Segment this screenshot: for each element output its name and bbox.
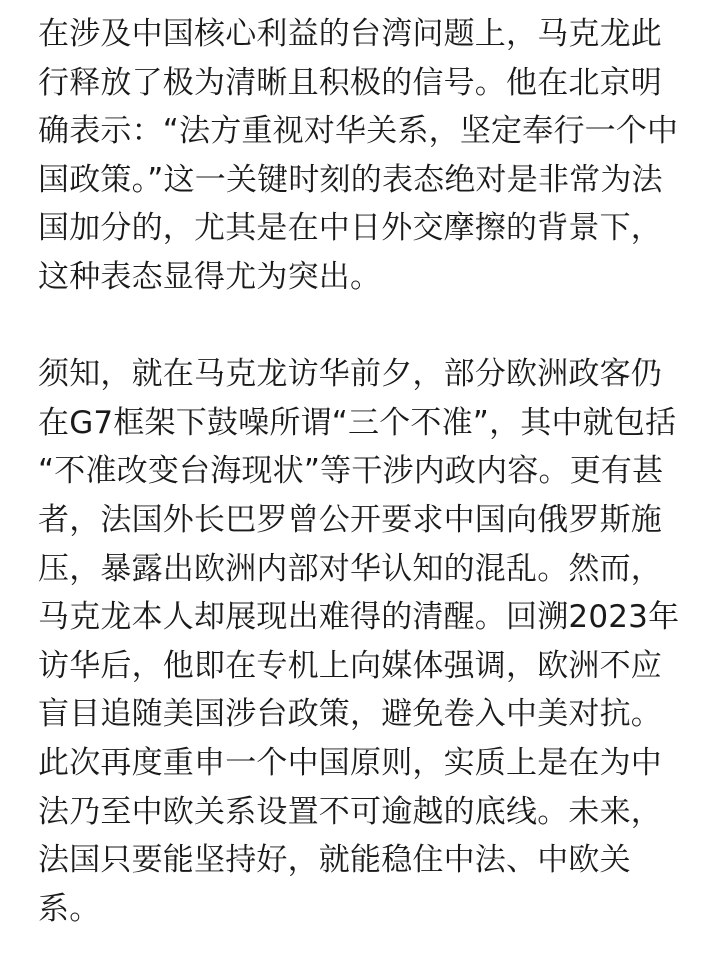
paragraph-2 (38, 350, 690, 933)
text-line: 法乃至中欧关系设置不可逾越的底线。未来， (38, 793, 662, 830)
text-line: 访华后，他即在专机上向媒体强调，欧洲不应 (38, 647, 662, 684)
text-line: 法国只要能坚持好，就能稳住中法、中欧关 (38, 842, 631, 879)
paragraph-1 (38, 10, 690, 302)
text-line: 系。 (38, 890, 101, 927)
text-line: 国加分的，尤其是在中日外交摩擦的背景下， (38, 210, 662, 247)
text-line: 者，法国外长巴罗曾公开要求中国向俄罗斯施 (38, 501, 662, 538)
text-line: 国政策。”这一关键时刻的表态绝对是非常为法 (38, 161, 663, 198)
text-line: “不准改变台海现状”等干涉内政内容。更有甚 (38, 453, 664, 490)
paragraph-spacer (38, 302, 690, 351)
text-line: 行释放了极为清晰且积极的信号。他在北京明 (38, 64, 662, 101)
text-line: 马克龙本人却展现出难得的清醒。回溯2023年 (38, 599, 680, 636)
text-line: 盲目追随美国涉台政策，避免卷入中美对抗。 (38, 696, 662, 733)
text-line: 压，暴露出欧洲内部对华认知的混乱。然而， (38, 550, 662, 587)
text-line: 在涉及中国核心利益的台湾问题上，马克龙此 (38, 16, 662, 52)
text-line: 须知，就在马克龙访华前夕，部分欧洲政客仍 (38, 356, 662, 393)
text-line: 此次再度重申一个中国原则，实质上是在为中 (38, 744, 662, 781)
text-line: 确表示：“法方重视对华关系，坚定奉行一个中 (38, 113, 679, 150)
text-line: 这种表态显得尤为突出。 (38, 258, 382, 295)
article-body (38, 10, 690, 933)
text-line: 在G7框架下鼓噪所谓“三个不准”，其中就包括 (38, 404, 677, 441)
